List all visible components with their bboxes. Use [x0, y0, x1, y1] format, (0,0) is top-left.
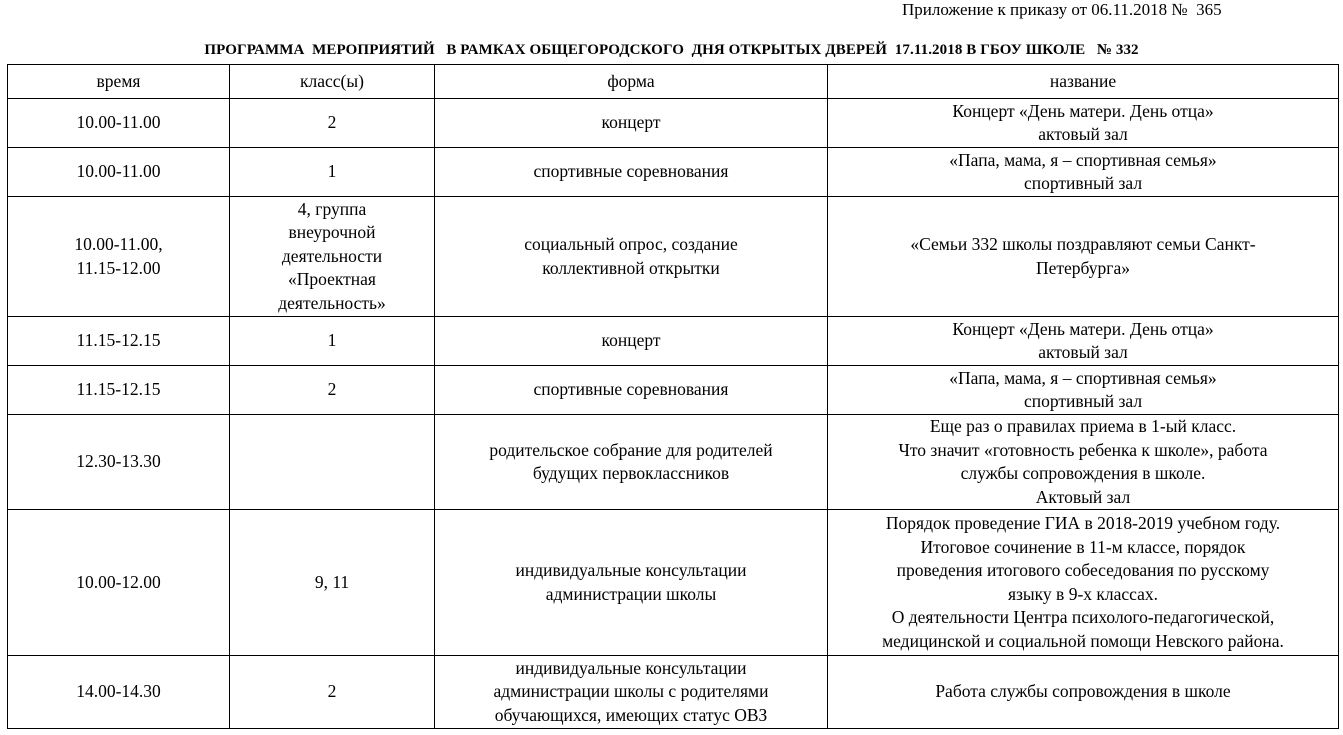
- cell-time: 10.00-11.00: [8, 99, 230, 148]
- cell-name: Работа службы сопровождения в школе: [828, 656, 1339, 729]
- cell-form: спортивные соревнования: [435, 148, 828, 197]
- table-row: [8, 656, 1339, 729]
- cell-grade: 4, группа внеурочной деятельности «Проектная деятельность»: [230, 197, 435, 317]
- table-row: [8, 197, 1339, 317]
- table-row: [8, 148, 1339, 197]
- cell-name: «Семьи 332 школы поздравляют семьи Санкт- Петербурга»: [828, 197, 1339, 317]
- cell-grade: 2: [230, 366, 435, 415]
- schedule-table: [7, 64, 1339, 729]
- cell-name: Еще раз о правилах приема в 1-ый класс. Что значит «готовность ребенка к школе», работа службы сопровождения в школе. Актовый зал: [828, 415, 1339, 510]
- cell-name: Порядок проведение ГИА в 2018-2019 учебном году. Итоговое сочинение в 11-м классе, порядок проведения итогового собеседования по русскому языку в 9-х классах. О деятельности Центра психолого-педагогической, медицинской и социальной помощи Невского района.: [828, 510, 1339, 656]
- cell-time: 11.15-12.15: [8, 366, 230, 415]
- cell-form: индивидуальные консультации администрации школы: [435, 510, 828, 656]
- cell-grade: 1: [230, 148, 435, 197]
- table-row: [8, 415, 1339, 510]
- cell-form: концерт: [435, 99, 828, 148]
- cell-time: 10.00-12.00: [8, 510, 230, 656]
- cell-form: спортивные соревнования: [435, 366, 828, 415]
- cell-time: 12.30-13.30: [8, 415, 230, 510]
- cell-grade: 2: [230, 656, 435, 729]
- table-row: [8, 366, 1339, 415]
- table-row: [8, 317, 1339, 366]
- table-header-row: [8, 65, 1339, 99]
- appendix-note: Приложение к приказу от 06.11.2018 № 365: [902, 0, 1222, 19]
- cell-time: 11.15-12.15: [8, 317, 230, 366]
- col-header-form: форма: [435, 65, 828, 99]
- cell-grade: 1: [230, 317, 435, 366]
- cell-name: «Папа, мама, я – спортивная семья» спортивный зал: [828, 148, 1339, 197]
- cell-grade: 2: [230, 99, 435, 148]
- col-header-grade: класс(ы): [230, 65, 435, 99]
- cell-name: «Папа, мама, я – спортивная семья» спортивный зал: [828, 366, 1339, 415]
- cell-name: Концерт «День матери. День отца» актовый зал: [828, 317, 1339, 366]
- cell-time: 10.00-11.00: [8, 148, 230, 197]
- cell-form: родительское собрание для родителей будущих первоклассников: [435, 415, 828, 510]
- cell-name: Концерт «День матери. День отца» актовый зал: [828, 99, 1339, 148]
- table-row: [8, 99, 1339, 148]
- document-title: ПРОГРАММА МЕРОПРИЯТИЙ В РАМКАХ ОБЩЕГОРОДСКОГО ДНЯ ОТКРЫТЫХ ДВЕРЕЙ 17.11.2018 В ГБОУ ШКОЛЕ № 332: [204, 42, 1139, 58]
- col-header-name: название: [828, 65, 1339, 99]
- col-header-time: время: [8, 65, 230, 99]
- cell-form: концерт: [435, 317, 828, 366]
- cell-time: 14.00-14.30: [8, 656, 230, 729]
- cell-grade: 9, 11: [230, 510, 435, 656]
- cell-form: социальный опрос, создание коллективной открытки: [435, 197, 828, 317]
- table-row: [8, 510, 1339, 656]
- cell-grade: [230, 415, 435, 510]
- cell-time: 10.00-11.00, 11.15-12.00: [8, 197, 230, 317]
- cell-form: индивидуальные консультации администрации школы с родителями обучающихся, имеющих статус ОВЗ: [435, 656, 828, 729]
